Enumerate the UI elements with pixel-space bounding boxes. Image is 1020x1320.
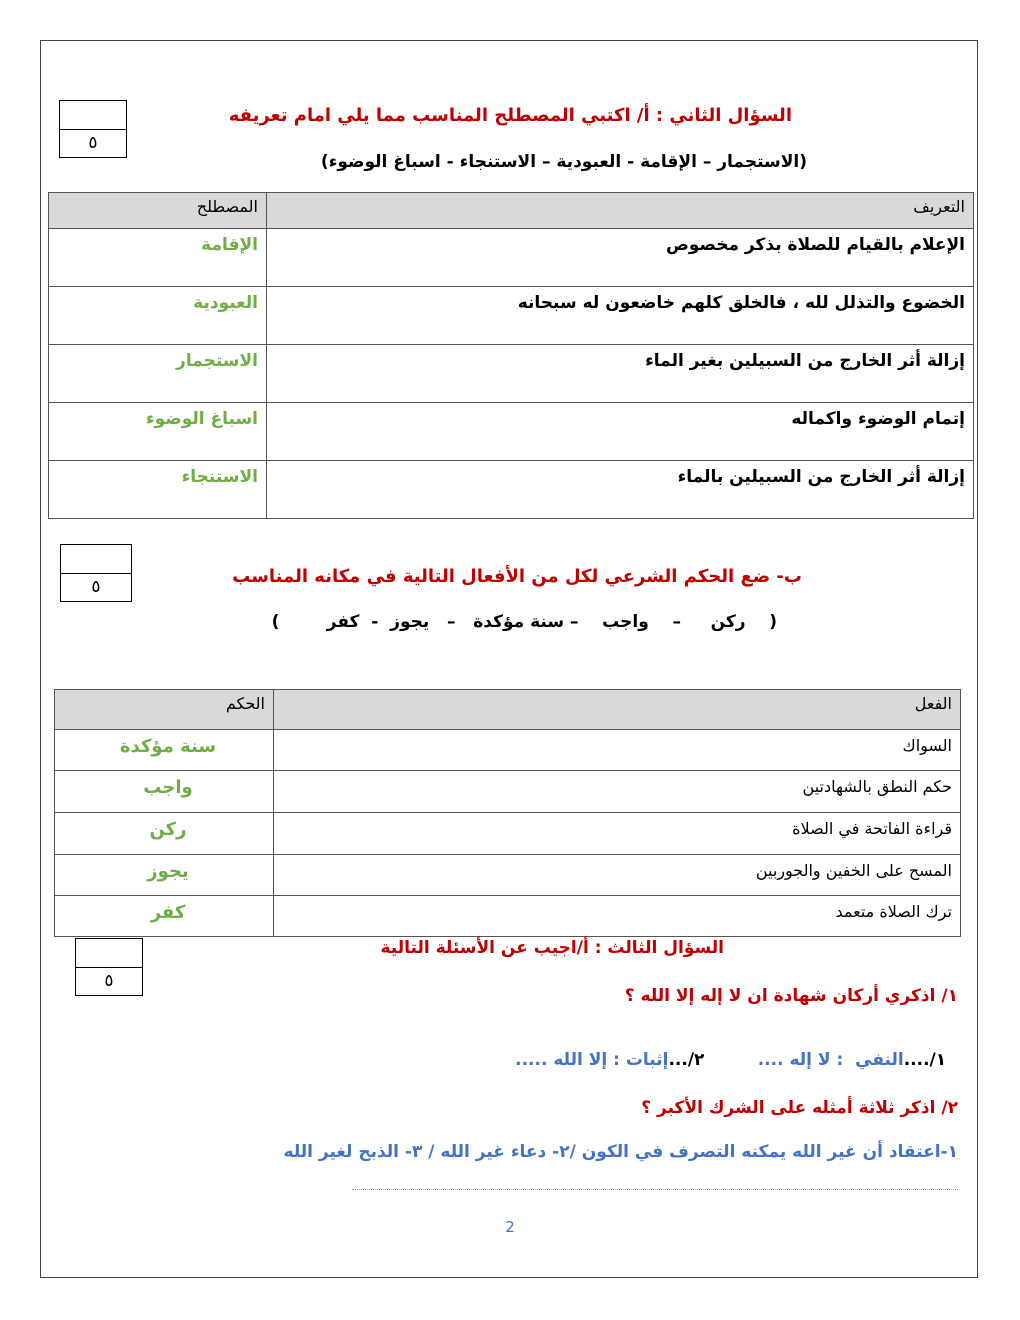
table-row bbox=[49, 287, 974, 345]
q3-answer-2: ١-اعتقاد أن غير الله يمكنه التصرف في الكون /٢- دعاء غير الله / ٣- الذبح لغير الله bbox=[283, 1142, 958, 1162]
table-row bbox=[49, 345, 974, 403]
rule-cell: كفر bbox=[55, 896, 274, 937]
q3-answer-1 bbox=[515, 1030, 958, 1070]
table-row bbox=[55, 730, 961, 771]
score-box-q2b bbox=[60, 544, 132, 602]
q2-terms: (الاستجمار – الإقامة - العبودية – الاستنجاء - اسباغ الوضوء) bbox=[320, 152, 807, 172]
act-cell: ترك الصلاة متعمد bbox=[274, 896, 961, 937]
term-cell: الاستنجاء bbox=[49, 461, 267, 519]
act-cell: المسح على الخفين والجوربين bbox=[274, 855, 961, 896]
q2-terms-line bbox=[321, 152, 807, 172]
term-cell: اسباغ الوضوء bbox=[49, 403, 267, 461]
score-value: ٥ bbox=[88, 133, 98, 153]
table-row bbox=[49, 461, 974, 519]
rule-cell: يجوز bbox=[55, 855, 274, 896]
table-row bbox=[49, 403, 974, 461]
rules-table bbox=[54, 689, 961, 937]
terms-table bbox=[48, 192, 974, 519]
answer-part-2: إثبات : إلا الله ..... bbox=[515, 1050, 669, 1070]
score-value: ٥ bbox=[104, 971, 114, 991]
divider-line bbox=[352, 1189, 958, 1190]
page-number: 2 bbox=[505, 1218, 515, 1236]
definition-cell: الخضوع والتذلل لله ، فالخلق كلهم خاضعون له سبحانه bbox=[267, 287, 974, 345]
rule-cell: ركن bbox=[55, 813, 274, 855]
definition-cell: الإعلام بالقيام للصلاة بذكر مخصوص bbox=[267, 229, 974, 287]
term-cell: الإقامة bbox=[49, 229, 267, 287]
table-row bbox=[55, 813, 961, 855]
q3-question-1: ١/ اذكري أركان شهادة ان لا إله إلا الله ؟ bbox=[624, 986, 958, 1006]
answer-separator: ٢/... bbox=[668, 1050, 758, 1070]
definition-cell: إتمام الوضوء واكماله bbox=[267, 403, 974, 461]
definition-cell: إزالة أثر الخارج من السبيلين بالماء bbox=[267, 461, 974, 519]
header-rule: الحكم bbox=[55, 690, 274, 730]
term-cell: العبودية bbox=[49, 287, 267, 345]
q2b-options: ( ركن – واجب – سنة مؤكدة – يجوز - كفر ) bbox=[271, 612, 777, 632]
score-box-q2 bbox=[59, 100, 127, 158]
header-act: الفعل bbox=[274, 690, 961, 730]
term-cell: الاستجمار bbox=[49, 345, 267, 403]
table-row bbox=[55, 896, 961, 937]
act-cell: قراءة الفاتحة في الصلاة bbox=[274, 813, 961, 855]
act-cell: حكم النطق بالشهادتين bbox=[274, 771, 961, 813]
rule-cell: سنة مؤكدة bbox=[55, 730, 274, 771]
score-box-q3 bbox=[75, 938, 143, 996]
answer-prefix: ١/.... bbox=[903, 1050, 947, 1070]
table-row bbox=[49, 229, 974, 287]
q3-title: السؤال الثالث : أ/اجيب عن الأسئلة التالية bbox=[380, 938, 724, 958]
q2-title: السؤال الثاني : أ/ اكتبي المصطلح المناسب مما يلي امام تعريفه bbox=[228, 105, 792, 126]
header-term: المصطلح bbox=[49, 193, 267, 229]
table-row bbox=[55, 855, 961, 896]
score-value: ٥ bbox=[91, 577, 101, 597]
act-cell: السواك bbox=[274, 730, 961, 771]
rule-cell: واجب bbox=[55, 771, 274, 813]
table-row bbox=[55, 771, 961, 813]
q3-question-2: ٢/ اذكر ثلاثة أمثله على الشرك الأكبر ؟ bbox=[641, 1098, 958, 1118]
definition-cell: إزالة أثر الخارج من السبيلين بغير الماء bbox=[267, 345, 974, 403]
answer-part-1: النفي : لا إله .... bbox=[757, 1050, 904, 1070]
q2b-title: ب- ضع الحكم الشرعي لكل من الأفعال التالية في مكانه المناسب bbox=[232, 566, 802, 587]
header-definition: التعريف bbox=[267, 193, 974, 229]
